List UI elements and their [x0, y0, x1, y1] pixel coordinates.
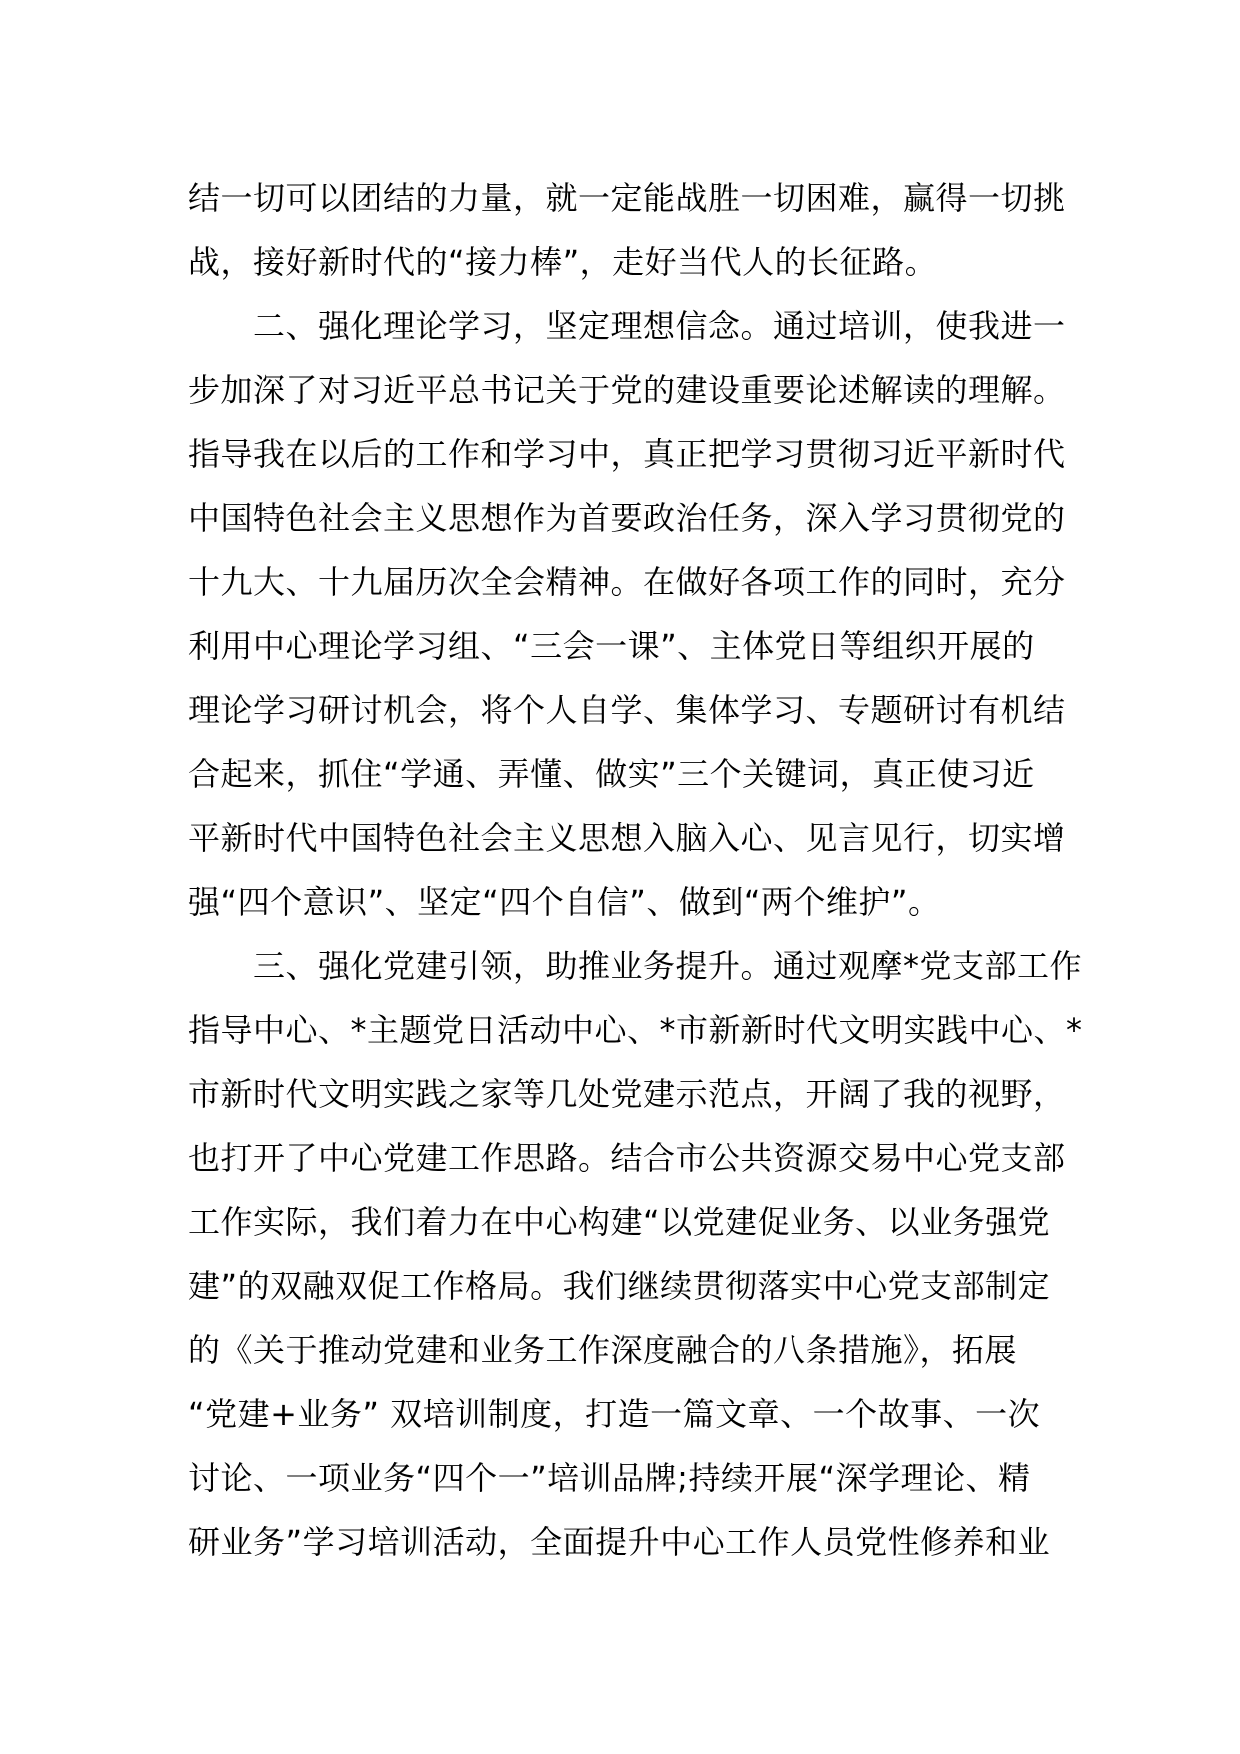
text-line: 指导我在以后的工作和学习中，真正把学习贯彻习近平新时代 [188, 435, 1066, 473]
section-heading-line: 三、强化党建引领，助推业务提升。通过观摩*党支部工作 [188, 947, 1083, 985]
text-line: 指导中心、*主题党日活动中心、*市新新时代文明实践中心、* [188, 1011, 1083, 1049]
text-line: 利用中心理论学习组、“三会一课”、主体党日等组织开展的 [188, 627, 1035, 665]
text-line: 步加深了对习近平总书记关于党的建设重要论述解读的理解。 [188, 371, 1066, 409]
text-line: 合起来，抓住“学通、弄懂、做实”三个关键词，真正使习近 [188, 755, 1035, 793]
text-line: 战，接好新时代的“接力棒”，走好当代人的长征路。 [188, 243, 938, 281]
text-line: 平新时代中国特色社会主义思想入脑入心、见言见行，切实增 [188, 819, 1066, 857]
text-line: 理论学习研讨机会，将个人自学、集体学习、专题研讨有机结 [188, 691, 1066, 729]
text-line: 中国特色社会主义思想作为首要政治任务，深入学习贯彻党的 [188, 499, 1066, 537]
text-line: 强“四个意识”、坚定“四个自信”、做到“两个维护”。 [188, 883, 941, 921]
document-body [188, 166, 1083, 1574]
text-line: 建”的双融双促工作格局。我们继续贯彻落实中心党支部制定 [188, 1267, 1051, 1305]
text-line: “党建+业务” 双培训制度，打造一篇文章、一个故事、一次 [188, 1395, 1041, 1433]
text-line: 研业务”学习培训活动，全面提升中心工作人员党性修养和业 [188, 1523, 1051, 1561]
text-line: 十九大、十九届历次全会精神。在做好各项工作的同时，充分 [188, 563, 1066, 601]
text-line: 的《关于推动党建和业务工作深度融合的八条措施》，拓展 [188, 1331, 1018, 1369]
text-line: 讨论、一项业务“四个一”培训品牌;持续开展“深学理论、精 [188, 1459, 1031, 1497]
text-line: 结一切可以团结的力量，就一定能战胜一切困难，赢得一切挑 [188, 179, 1066, 217]
text-line: 市新时代文明实践之家等几处党建示范点，开阔了我的视野， [188, 1075, 1066, 1113]
text-line: 也打开了中心党建工作思路。结合市公共资源交易中心党支部 [188, 1139, 1066, 1177]
text-line: 工作实际，我们着力在中心构建“以党建促业务、以业务强党 [188, 1203, 1051, 1241]
section-heading-line: 二、强化理论学习，坚定理想信念。通过培训，使我进一 [188, 307, 1066, 345]
